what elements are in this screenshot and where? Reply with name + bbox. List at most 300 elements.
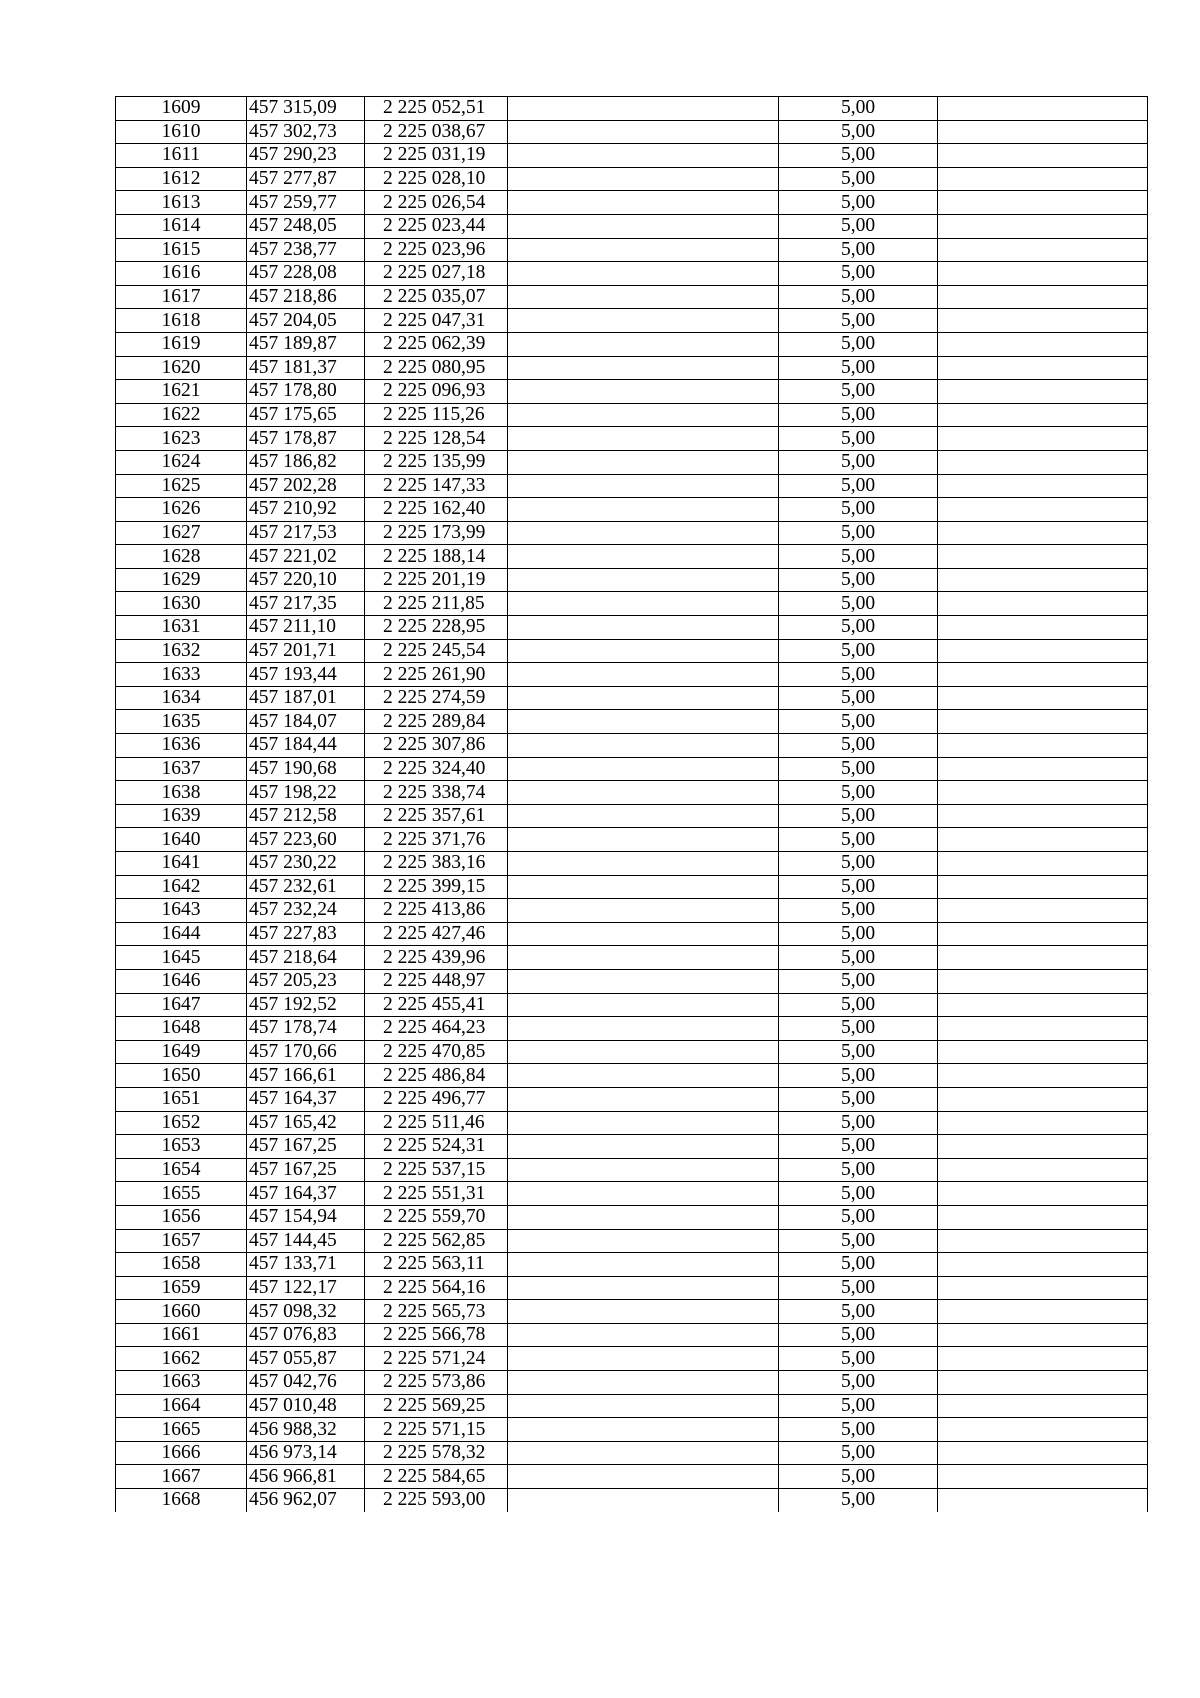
note-cell bbox=[938, 1276, 1148, 1300]
y-coordinate-cell: 2 225 565,73 bbox=[365, 1300, 508, 1324]
error-value-cell: 5,00 bbox=[779, 1465, 938, 1489]
table-row bbox=[116, 1465, 1148, 1489]
error-value-cell: 5,00 bbox=[779, 1371, 938, 1395]
blank-cell bbox=[508, 332, 779, 356]
x-coordinate-cell: 457 248,05 bbox=[247, 214, 365, 238]
y-coordinate-cell: 2 225 023,44 bbox=[365, 214, 508, 238]
note-cell bbox=[938, 380, 1148, 404]
table-row bbox=[116, 450, 1148, 474]
point-number-cell: 1645 bbox=[116, 946, 247, 970]
x-coordinate-cell: 457 164,37 bbox=[247, 1182, 365, 1206]
y-coordinate-cell: 2 225 496,77 bbox=[365, 1087, 508, 1111]
blank-cell bbox=[508, 734, 779, 758]
x-coordinate-cell: 457 167,25 bbox=[247, 1135, 365, 1159]
y-coordinate-cell: 2 225 524,31 bbox=[365, 1135, 508, 1159]
note-cell bbox=[938, 309, 1148, 333]
y-coordinate-cell: 2 225 573,86 bbox=[365, 1371, 508, 1395]
error-value-cell: 5,00 bbox=[779, 757, 938, 781]
blank-cell bbox=[508, 969, 779, 993]
blank-cell bbox=[508, 592, 779, 616]
x-coordinate-cell: 457 193,44 bbox=[247, 663, 365, 687]
y-coordinate-cell: 2 225 566,78 bbox=[365, 1323, 508, 1347]
table-row bbox=[116, 144, 1148, 168]
y-coordinate-cell: 2 225 211,85 bbox=[365, 592, 508, 616]
note-cell bbox=[938, 356, 1148, 380]
note-cell bbox=[938, 734, 1148, 758]
x-coordinate-cell: 457 187,01 bbox=[247, 686, 365, 710]
x-coordinate-cell: 457 122,17 bbox=[247, 1276, 365, 1300]
note-cell bbox=[938, 450, 1148, 474]
error-value-cell: 5,00 bbox=[779, 427, 938, 451]
y-coordinate-cell: 2 225 571,15 bbox=[365, 1418, 508, 1442]
x-coordinate-cell: 457 302,73 bbox=[247, 120, 365, 144]
blank-cell bbox=[508, 1205, 779, 1229]
y-coordinate-cell: 2 225 188,14 bbox=[365, 545, 508, 569]
x-coordinate-cell: 457 076,83 bbox=[247, 1323, 365, 1347]
error-value-cell: 5,00 bbox=[779, 804, 938, 828]
error-value-cell: 5,00 bbox=[779, 1205, 938, 1229]
x-coordinate-cell: 457 198,22 bbox=[247, 781, 365, 805]
x-coordinate-cell: 456 962,07 bbox=[247, 1489, 365, 1512]
blank-cell bbox=[508, 1229, 779, 1253]
table-row bbox=[116, 167, 1148, 191]
table-row bbox=[116, 474, 1148, 498]
error-value-cell: 5,00 bbox=[779, 238, 938, 262]
blank-cell bbox=[508, 214, 779, 238]
note-cell bbox=[938, 1205, 1148, 1229]
error-value-cell: 5,00 bbox=[779, 592, 938, 616]
error-value-cell: 5,00 bbox=[779, 1347, 938, 1371]
error-value-cell: 5,00 bbox=[779, 545, 938, 569]
point-number-cell: 1659 bbox=[116, 1276, 247, 1300]
error-value-cell: 5,00 bbox=[779, 1300, 938, 1324]
y-coordinate-cell: 2 225 135,99 bbox=[365, 450, 508, 474]
y-coordinate-cell: 2 225 562,85 bbox=[365, 1229, 508, 1253]
note-cell bbox=[938, 1111, 1148, 1135]
x-coordinate-cell: 457 144,45 bbox=[247, 1229, 365, 1253]
error-value-cell: 5,00 bbox=[779, 356, 938, 380]
error-value-cell: 5,00 bbox=[779, 214, 938, 238]
y-coordinate-cell: 2 225 571,24 bbox=[365, 1347, 508, 1371]
error-value-cell: 5,00 bbox=[779, 946, 938, 970]
note-cell bbox=[938, 899, 1148, 923]
y-coordinate-cell: 2 225 307,86 bbox=[365, 734, 508, 758]
error-value-cell: 5,00 bbox=[779, 474, 938, 498]
error-value-cell: 5,00 bbox=[779, 616, 938, 640]
table-row bbox=[116, 710, 1148, 734]
x-coordinate-cell: 457 165,42 bbox=[247, 1111, 365, 1135]
y-coordinate-cell: 2 225 080,95 bbox=[365, 356, 508, 380]
note-cell bbox=[938, 474, 1148, 498]
table-row bbox=[116, 969, 1148, 993]
y-coordinate-cell: 2 225 245,54 bbox=[365, 639, 508, 663]
table-row bbox=[116, 922, 1148, 946]
y-coordinate-cell: 2 225 511,46 bbox=[365, 1111, 508, 1135]
table-row bbox=[116, 1229, 1148, 1253]
y-coordinate-cell: 2 225 569,25 bbox=[365, 1394, 508, 1418]
x-coordinate-cell: 457 189,87 bbox=[247, 332, 365, 356]
error-value-cell: 5,00 bbox=[779, 144, 938, 168]
table-row bbox=[116, 403, 1148, 427]
note-cell bbox=[938, 521, 1148, 545]
point-number-cell: 1635 bbox=[116, 710, 247, 734]
table-row bbox=[116, 993, 1148, 1017]
error-value-cell: 5,00 bbox=[779, 120, 938, 144]
error-value-cell: 5,00 bbox=[779, 167, 938, 191]
x-coordinate-cell: 457 217,35 bbox=[247, 592, 365, 616]
table-row bbox=[116, 1135, 1148, 1159]
table-row bbox=[116, 521, 1148, 545]
error-value-cell: 5,00 bbox=[779, 686, 938, 710]
point-number-cell: 1613 bbox=[116, 191, 247, 215]
point-number-cell: 1650 bbox=[116, 1064, 247, 1088]
x-coordinate-cell: 457 223,60 bbox=[247, 828, 365, 852]
coordinates-table-body bbox=[116, 97, 1148, 1512]
y-coordinate-cell: 2 225 413,86 bbox=[365, 899, 508, 923]
blank-cell bbox=[508, 191, 779, 215]
note-cell bbox=[938, 639, 1148, 663]
blank-cell bbox=[508, 639, 779, 663]
point-number-cell: 1620 bbox=[116, 356, 247, 380]
error-value-cell: 5,00 bbox=[779, 1064, 938, 1088]
y-coordinate-cell: 2 225 486,84 bbox=[365, 1064, 508, 1088]
point-number-cell: 1661 bbox=[116, 1323, 247, 1347]
x-coordinate-cell: 457 212,58 bbox=[247, 804, 365, 828]
x-coordinate-cell: 457 010,48 bbox=[247, 1394, 365, 1418]
blank-cell bbox=[508, 120, 779, 144]
note-cell bbox=[938, 403, 1148, 427]
error-value-cell: 5,00 bbox=[779, 191, 938, 215]
point-number-cell: 1628 bbox=[116, 545, 247, 569]
y-coordinate-cell: 2 225 593,00 bbox=[365, 1489, 508, 1512]
y-coordinate-cell: 2 225 228,95 bbox=[365, 616, 508, 640]
error-value-cell: 5,00 bbox=[779, 828, 938, 852]
x-coordinate-cell: 457 166,61 bbox=[247, 1064, 365, 1088]
point-number-cell: 1625 bbox=[116, 474, 247, 498]
blank-cell bbox=[508, 757, 779, 781]
point-number-cell: 1612 bbox=[116, 167, 247, 191]
point-number-cell: 1665 bbox=[116, 1418, 247, 1442]
coordinates-table bbox=[115, 96, 1148, 1512]
blank-cell bbox=[508, 1111, 779, 1135]
error-value-cell: 5,00 bbox=[779, 1394, 938, 1418]
x-coordinate-cell: 457 170,66 bbox=[247, 1040, 365, 1064]
x-coordinate-cell: 457 133,71 bbox=[247, 1253, 365, 1277]
point-number-cell: 1667 bbox=[116, 1465, 247, 1489]
y-coordinate-cell: 2 225 439,96 bbox=[365, 946, 508, 970]
point-number-cell: 1658 bbox=[116, 1253, 247, 1277]
note-cell bbox=[938, 852, 1148, 876]
blank-cell bbox=[508, 285, 779, 309]
note-cell bbox=[938, 262, 1148, 286]
table-row bbox=[116, 1489, 1148, 1512]
blank-cell bbox=[508, 1253, 779, 1277]
y-coordinate-cell: 2 225 201,19 bbox=[365, 568, 508, 592]
table-row bbox=[116, 545, 1148, 569]
y-coordinate-cell: 2 225 023,96 bbox=[365, 238, 508, 262]
blank-cell bbox=[508, 545, 779, 569]
note-cell bbox=[938, 804, 1148, 828]
x-coordinate-cell: 457 055,87 bbox=[247, 1347, 365, 1371]
table-row bbox=[116, 781, 1148, 805]
point-number-cell: 1624 bbox=[116, 450, 247, 474]
table-row bbox=[116, 1087, 1148, 1111]
error-value-cell: 5,00 bbox=[779, 1253, 938, 1277]
blank-cell bbox=[508, 1323, 779, 1347]
table-row bbox=[116, 1253, 1148, 1277]
point-number-cell: 1614 bbox=[116, 214, 247, 238]
error-value-cell: 5,00 bbox=[779, 309, 938, 333]
point-number-cell: 1634 bbox=[116, 686, 247, 710]
error-value-cell: 5,00 bbox=[779, 1040, 938, 1064]
point-number-cell: 1626 bbox=[116, 498, 247, 522]
point-number-cell: 1622 bbox=[116, 403, 247, 427]
blank-cell bbox=[508, 498, 779, 522]
y-coordinate-cell: 2 225 062,39 bbox=[365, 332, 508, 356]
x-coordinate-cell: 457 218,86 bbox=[247, 285, 365, 309]
table-row bbox=[116, 1394, 1148, 1418]
y-coordinate-cell: 2 225 427,46 bbox=[365, 922, 508, 946]
table-row bbox=[116, 1111, 1148, 1135]
error-value-cell: 5,00 bbox=[779, 1135, 938, 1159]
note-cell bbox=[938, 1441, 1148, 1465]
point-number-cell: 1623 bbox=[116, 427, 247, 451]
blank-cell bbox=[508, 946, 779, 970]
x-coordinate-cell: 457 175,65 bbox=[247, 403, 365, 427]
note-cell bbox=[938, 828, 1148, 852]
point-number-cell: 1641 bbox=[116, 852, 247, 876]
error-value-cell: 5,00 bbox=[779, 1111, 938, 1135]
blank-cell bbox=[508, 1441, 779, 1465]
x-coordinate-cell: 457 230,22 bbox=[247, 852, 365, 876]
y-coordinate-cell: 2 225 371,76 bbox=[365, 828, 508, 852]
note-cell bbox=[938, 545, 1148, 569]
y-coordinate-cell: 2 225 026,54 bbox=[365, 191, 508, 215]
point-number-cell: 1666 bbox=[116, 1441, 247, 1465]
point-number-cell: 1618 bbox=[116, 309, 247, 333]
note-cell bbox=[938, 214, 1148, 238]
y-coordinate-cell: 2 225 383,16 bbox=[365, 852, 508, 876]
y-coordinate-cell: 2 225 584,65 bbox=[365, 1465, 508, 1489]
note-cell bbox=[938, 1323, 1148, 1347]
table-row bbox=[116, 946, 1148, 970]
error-value-cell: 5,00 bbox=[779, 1017, 938, 1041]
x-coordinate-cell: 457 190,68 bbox=[247, 757, 365, 781]
point-number-cell: 1664 bbox=[116, 1394, 247, 1418]
point-number-cell: 1609 bbox=[116, 97, 247, 121]
blank-cell bbox=[508, 804, 779, 828]
note-cell bbox=[938, 1489, 1148, 1512]
x-coordinate-cell: 457 186,82 bbox=[247, 450, 365, 474]
blank-cell bbox=[508, 403, 779, 427]
point-number-cell: 1649 bbox=[116, 1040, 247, 1064]
note-cell bbox=[938, 120, 1148, 144]
point-number-cell: 1619 bbox=[116, 332, 247, 356]
table-row bbox=[116, 663, 1148, 687]
point-number-cell: 1646 bbox=[116, 969, 247, 993]
table-row bbox=[116, 804, 1148, 828]
y-coordinate-cell: 2 225 537,15 bbox=[365, 1158, 508, 1182]
error-value-cell: 5,00 bbox=[779, 262, 938, 286]
table-row bbox=[116, 1205, 1148, 1229]
table-row bbox=[116, 616, 1148, 640]
error-value-cell: 5,00 bbox=[779, 380, 938, 404]
y-coordinate-cell: 2 225 563,11 bbox=[365, 1253, 508, 1277]
note-cell bbox=[938, 238, 1148, 262]
table-row bbox=[116, 191, 1148, 215]
blank-cell bbox=[508, 686, 779, 710]
error-value-cell: 5,00 bbox=[779, 1229, 938, 1253]
point-number-cell: 1633 bbox=[116, 663, 247, 687]
point-number-cell: 1653 bbox=[116, 1135, 247, 1159]
point-number-cell: 1615 bbox=[116, 238, 247, 262]
note-cell bbox=[938, 191, 1148, 215]
point-number-cell: 1637 bbox=[116, 757, 247, 781]
blank-cell bbox=[508, 663, 779, 687]
note-cell bbox=[938, 1465, 1148, 1489]
note-cell bbox=[938, 1017, 1148, 1041]
point-number-cell: 1660 bbox=[116, 1300, 247, 1324]
point-number-cell: 1647 bbox=[116, 993, 247, 1017]
blank-cell bbox=[508, 380, 779, 404]
x-coordinate-cell: 457 221,02 bbox=[247, 545, 365, 569]
blank-cell bbox=[508, 521, 779, 545]
point-number-cell: 1643 bbox=[116, 899, 247, 923]
blank-cell bbox=[508, 1017, 779, 1041]
error-value-cell: 5,00 bbox=[779, 1323, 938, 1347]
blank-cell bbox=[508, 922, 779, 946]
table-row bbox=[116, 1371, 1148, 1395]
blank-cell bbox=[508, 781, 779, 805]
x-coordinate-cell: 457 154,94 bbox=[247, 1205, 365, 1229]
table-row bbox=[116, 875, 1148, 899]
x-coordinate-cell: 457 315,09 bbox=[247, 97, 365, 121]
note-cell bbox=[938, 592, 1148, 616]
note-cell bbox=[938, 568, 1148, 592]
point-number-cell: 1630 bbox=[116, 592, 247, 616]
point-number-cell: 1656 bbox=[116, 1205, 247, 1229]
table-row bbox=[116, 828, 1148, 852]
note-cell bbox=[938, 781, 1148, 805]
note-cell bbox=[938, 969, 1148, 993]
table-row bbox=[116, 97, 1148, 121]
point-number-cell: 1654 bbox=[116, 1158, 247, 1182]
blank-cell bbox=[508, 167, 779, 191]
point-number-cell: 1652 bbox=[116, 1111, 247, 1135]
point-number-cell: 1631 bbox=[116, 616, 247, 640]
table-row bbox=[116, 309, 1148, 333]
note-cell bbox=[938, 427, 1148, 451]
x-coordinate-cell: 457 211,10 bbox=[247, 616, 365, 640]
blank-cell bbox=[508, 1064, 779, 1088]
y-coordinate-cell: 2 225 031,19 bbox=[365, 144, 508, 168]
point-number-cell: 1662 bbox=[116, 1347, 247, 1371]
blank-cell bbox=[508, 568, 779, 592]
y-coordinate-cell: 2 225 470,85 bbox=[365, 1040, 508, 1064]
x-coordinate-cell: 456 966,81 bbox=[247, 1465, 365, 1489]
error-value-cell: 5,00 bbox=[779, 1418, 938, 1442]
x-coordinate-cell: 457 232,24 bbox=[247, 899, 365, 923]
table-row bbox=[116, 639, 1148, 663]
note-cell bbox=[938, 144, 1148, 168]
y-coordinate-cell: 2 225 027,18 bbox=[365, 262, 508, 286]
point-number-cell: 1640 bbox=[116, 828, 247, 852]
y-coordinate-cell: 2 225 551,31 bbox=[365, 1182, 508, 1206]
blank-cell bbox=[508, 1489, 779, 1512]
y-coordinate-cell: 2 225 289,84 bbox=[365, 710, 508, 734]
blank-cell bbox=[508, 1418, 779, 1442]
table-row bbox=[116, 852, 1148, 876]
x-coordinate-cell: 456 973,14 bbox=[247, 1441, 365, 1465]
x-coordinate-cell: 457 178,74 bbox=[247, 1017, 365, 1041]
note-cell bbox=[938, 1300, 1148, 1324]
error-value-cell: 5,00 bbox=[779, 1158, 938, 1182]
y-coordinate-cell: 2 225 052,51 bbox=[365, 97, 508, 121]
error-value-cell: 5,00 bbox=[779, 734, 938, 758]
point-number-cell: 1668 bbox=[116, 1489, 247, 1512]
x-coordinate-cell: 457 042,76 bbox=[247, 1371, 365, 1395]
blank-cell bbox=[508, 238, 779, 262]
y-coordinate-cell: 2 225 162,40 bbox=[365, 498, 508, 522]
note-cell bbox=[938, 710, 1148, 734]
point-number-cell: 1610 bbox=[116, 120, 247, 144]
error-value-cell: 5,00 bbox=[779, 285, 938, 309]
note-cell bbox=[938, 332, 1148, 356]
error-value-cell: 5,00 bbox=[779, 498, 938, 522]
error-value-cell: 5,00 bbox=[779, 969, 938, 993]
table-row bbox=[116, 734, 1148, 758]
error-value-cell: 5,00 bbox=[779, 403, 938, 427]
table-row bbox=[116, 1323, 1148, 1347]
note-cell bbox=[938, 946, 1148, 970]
y-coordinate-cell: 2 225 038,67 bbox=[365, 120, 508, 144]
blank-cell bbox=[508, 1040, 779, 1064]
x-coordinate-cell: 457 184,07 bbox=[247, 710, 365, 734]
y-coordinate-cell: 2 225 399,15 bbox=[365, 875, 508, 899]
table-row bbox=[116, 120, 1148, 144]
blank-cell bbox=[508, 1276, 779, 1300]
y-coordinate-cell: 2 225 448,97 bbox=[365, 969, 508, 993]
x-coordinate-cell: 457 167,25 bbox=[247, 1158, 365, 1182]
error-value-cell: 5,00 bbox=[779, 922, 938, 946]
error-value-cell: 5,00 bbox=[779, 852, 938, 876]
point-number-cell: 1642 bbox=[116, 875, 247, 899]
error-value-cell: 5,00 bbox=[779, 450, 938, 474]
point-number-cell: 1657 bbox=[116, 1229, 247, 1253]
x-coordinate-cell: 457 232,61 bbox=[247, 875, 365, 899]
y-coordinate-cell: 2 225 028,10 bbox=[365, 167, 508, 191]
blank-cell bbox=[508, 1347, 779, 1371]
x-coordinate-cell: 457 204,05 bbox=[247, 309, 365, 333]
point-number-cell: 1648 bbox=[116, 1017, 247, 1041]
y-coordinate-cell: 2 225 559,70 bbox=[365, 1205, 508, 1229]
note-cell bbox=[938, 1418, 1148, 1442]
error-value-cell: 5,00 bbox=[779, 1087, 938, 1111]
note-cell bbox=[938, 1158, 1148, 1182]
note-cell bbox=[938, 498, 1148, 522]
x-coordinate-cell: 457 217,53 bbox=[247, 521, 365, 545]
note-cell bbox=[938, 1394, 1148, 1418]
x-coordinate-cell: 457 205,23 bbox=[247, 969, 365, 993]
x-coordinate-cell: 457 181,37 bbox=[247, 356, 365, 380]
note-cell bbox=[938, 1087, 1148, 1111]
blank-cell bbox=[508, 262, 779, 286]
note-cell bbox=[938, 1229, 1148, 1253]
x-coordinate-cell: 457 218,64 bbox=[247, 946, 365, 970]
point-number-cell: 1638 bbox=[116, 781, 247, 805]
table-row bbox=[116, 1040, 1148, 1064]
error-value-cell: 5,00 bbox=[779, 993, 938, 1017]
